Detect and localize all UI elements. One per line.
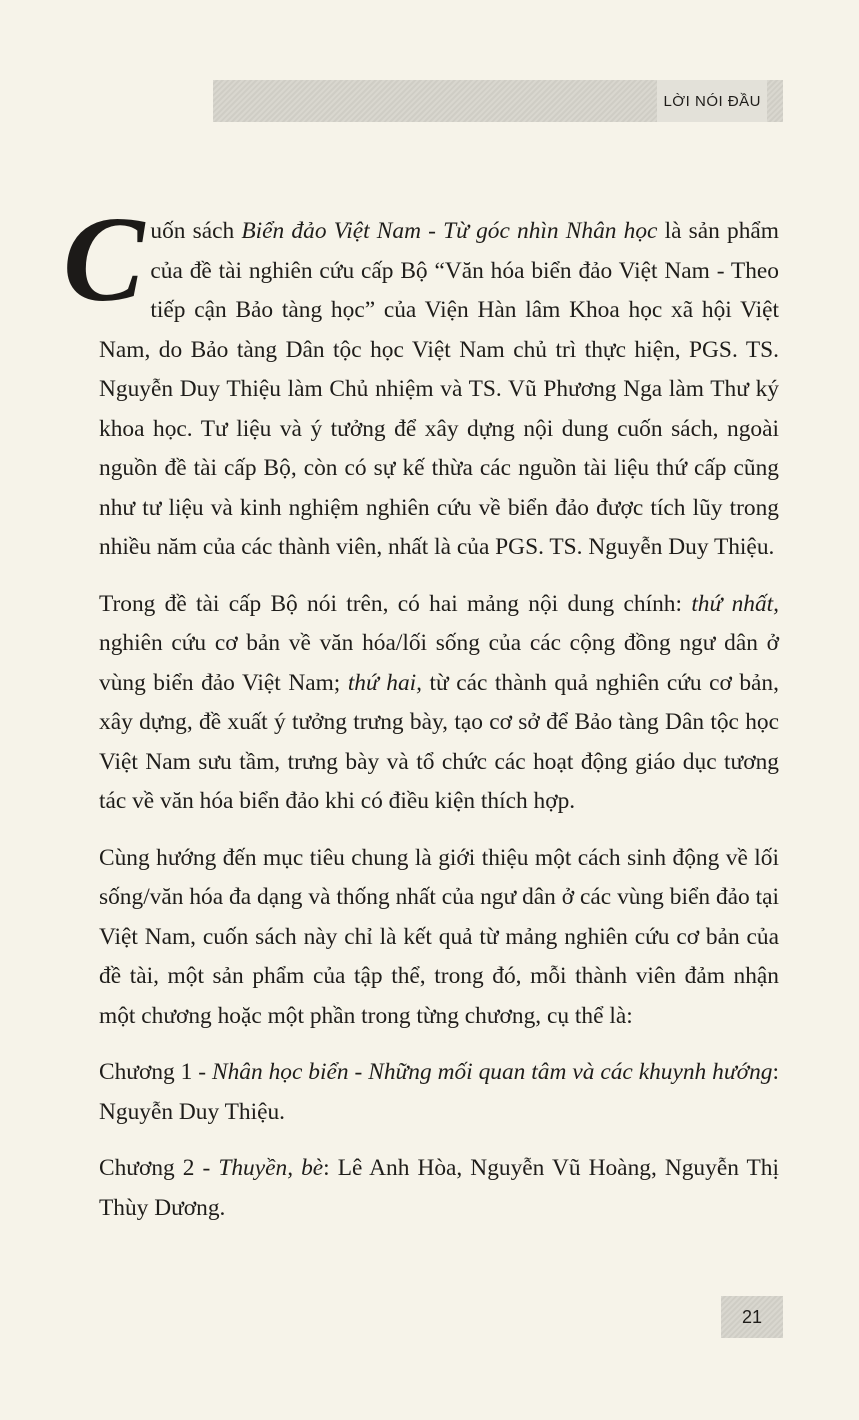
chapter-1-authors: : Nguyễn Duy Thiệu. bbox=[99, 1059, 779, 1125]
paragraph-chapter-1 bbox=[99, 1053, 779, 1132]
scope-second-italic: thứ hai, bbox=[347, 669, 423, 696]
chapter-1-prefix: Chương 1 - bbox=[99, 1059, 212, 1085]
scope-text-a: Trong đề tài cấp Bộ nói trên, có hai mảng nội dung chính: bbox=[99, 590, 692, 617]
paragraph-intro bbox=[63, 192, 779, 568]
chapter-2-prefix: Chương 2 - bbox=[99, 1155, 219, 1181]
paragraph-project-scope bbox=[99, 585, 779, 822]
page-number: 21 bbox=[721, 1296, 783, 1338]
running-header-band bbox=[213, 80, 783, 122]
scope-text-c: nghiên cứu cơ bản về văn hóa/lối sống của các cộng đồng ngư dân ở vùng biển đảo Việt Nam; bbox=[99, 630, 779, 696]
paragraph-chapter-2 bbox=[99, 1149, 779, 1228]
paragraph-book-purpose: Cùng hướng đến mục tiêu chung là giới thiệu một cách sinh động về lối sống/văn hóa đa dạng và thống nhất của ngư dân ở các vùng biển đảo tại Việt Nam, cuốn sách này chỉ là kết quả từ mảng nghiên cứu cơ bản của đề tài, một sản phẩm của tập thể, trong đó, mỗi thành viên đảm nhận một chương hoặc một phần trong từng chương, cụ thể là: bbox=[99, 844, 779, 1029]
running-header-title: LỜI NÓI ĐẦU bbox=[657, 80, 767, 122]
intro-text: là sản phẩm của đề tài nghiên cứu cấp Bộ “Văn hóa biển đảo Việt Nam - Theo tiếp cận Bảo tàng học” của Viện Hàn lâm Khoa học xã hội Việt Nam, do Bảo tàng Dân tộc học Việt Nam chủ trì thực hiện, PGS. TS. Nguyễn Duy Thiệu làm Chủ nhiệm và TS. Vũ Phương Nga làm Thư ký khoa học. Tư liệu và ý tưởng để xây dựng nội dung cuốn sách, ngoài nguồn đề tài cấp Bộ, còn có sự kế thừa các nguồn tài liệu thứ cấp cũng như tư liệu và kinh nghiệm nghiên cứu về biển đảo được tích lũy trong nhiều năm của các thành viên, nhất là của PGS. TS. Nguyễn Duy Thiệu. bbox=[99, 218, 779, 560]
scope-first-italic: thứ nhất, bbox=[691, 590, 779, 617]
intro-opening: uốn sách bbox=[150, 218, 242, 244]
scope-text-e: từ các thành quả nghiên cứu cơ bản, xây dựng, đề xuất ý tưởng trưng bày, tạo cơ sở để Bảo tàng Dân tộc học Việt Nam sưu tầm, trưng bày và tổ chức các hoạt động giáo dục tương tác về văn hóa biển đảo khi có điều kiện thích hợp. bbox=[99, 669, 779, 814]
book-title: Biển đảo Việt Nam - Từ góc nhìn Nhân học bbox=[241, 218, 658, 244]
chapter-1-title: Nhân học biển - Những mối quan tâm và các khuynh hướng bbox=[212, 1059, 773, 1085]
drop-cap: C bbox=[63, 192, 145, 327]
chapter-2-title: Thuyền, bè bbox=[218, 1155, 324, 1181]
chapter-2-authors: : Lê Anh Hòa, Nguyễn Vũ Hoàng, Nguyễn Thị Thùy Dương. bbox=[99, 1155, 779, 1221]
page-body bbox=[63, 192, 779, 1245]
